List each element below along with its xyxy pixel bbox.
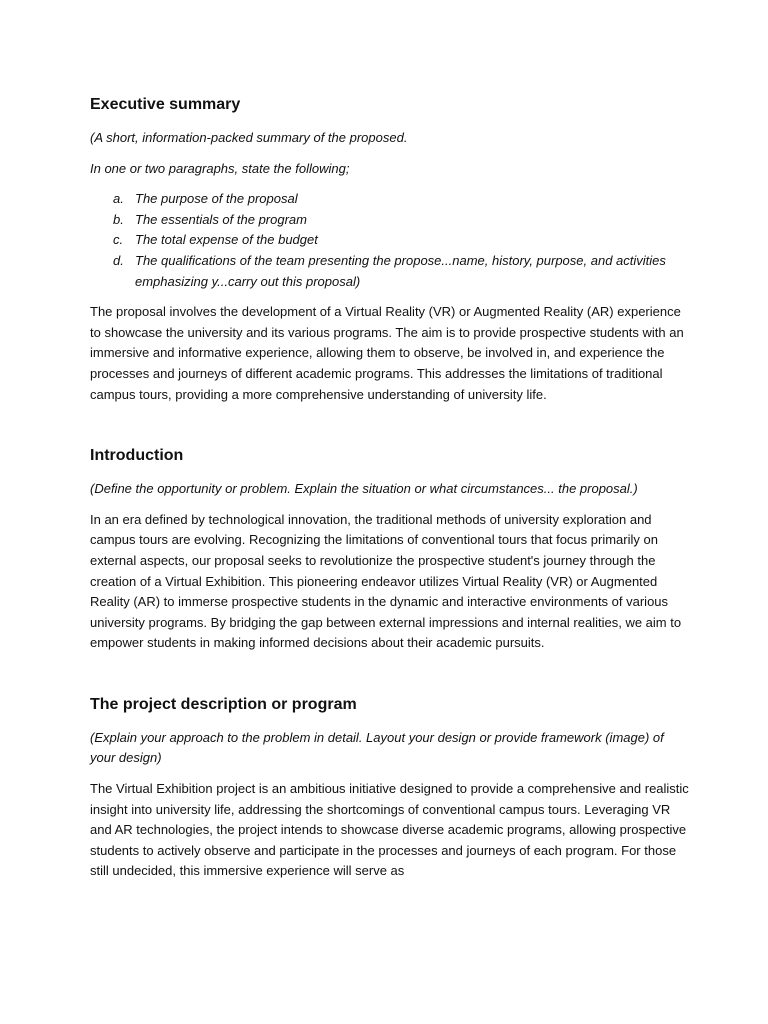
body-paragraph: The proposal involves the development of a Virtual Reality (VR) or Augmented Reality (AR) experience to showcase the university and its various programs. The aim is to provide prospective students with an immersive and informative experience, allowing them to observe, be involved in, and experience the processes and journeys of different academic programs. This addresses the limitations of traditional campus tours, providing a more comprehensive understanding of university life. xyxy=(90,304,684,402)
list-item xyxy=(90,230,690,251)
list-item xyxy=(90,189,690,210)
body-paragraph: In an era defined by technological innovation, the traditional methods of university exploration and campus tours are evolving. Recognizing the limitations of conventional tours that focus primarily on external aspects, our proposal seeks to revolutionize the prospective student's journey through the creation of a Virtual Exhibition. This pioneering endeavor utilizes Virtual Reality (VR) or Augmented Reality (AR) to immerse prospective students in the dynamic and interactive environments of various university programs. By bridging the gap between external impressions and internal realities, we aim to empower students in making informed decisions about their academic pursuits. xyxy=(90,511,682,651)
instruction-note: (Explain your approach to the problem in detail. Layout your design or provide framework (image) of your design) xyxy=(90,729,664,766)
instruction-list xyxy=(90,189,690,292)
heading-project-description: The project description or program xyxy=(90,695,357,713)
section-executive-summary xyxy=(90,94,690,405)
list-item-text: The qualifications of the team presenting the propose...name, history, purpose, and activities emphasizing y...carry out this proposal) xyxy=(135,252,666,289)
list-item-text: The total expense of the budget xyxy=(135,232,318,248)
list-item-text: The purpose of the proposal xyxy=(135,191,298,207)
heading-introduction: Introduction xyxy=(90,447,184,465)
list-marker: a. xyxy=(113,191,124,207)
body-paragraph: The Virtual Exhibition project is an ambitious initiative designed to provide a comprehensive and realistic insight into university life, addressing the shortcomings of conventional campus tours. Leveraging VR and AR technologies, the project intends to showcase diverse academic programs, allowing prospective students to actively observe and participate in the processes and journeys of each program. For those still undecided, this immersive experience will serve as xyxy=(90,781,689,879)
instruction-note: (Define the opportunity or problem. Explain the situation or what circumstances... the proposal.) xyxy=(90,481,638,497)
instruction-note: In one or two paragraphs, state the following; xyxy=(90,160,350,176)
list-marker: b. xyxy=(113,211,124,227)
document-page xyxy=(90,94,690,922)
instruction-note: (A short, information-packed summary of the proposed. xyxy=(90,130,408,145)
list-item-text: The essentials of the program xyxy=(135,211,307,227)
list-item xyxy=(90,251,690,292)
list-marker: d. xyxy=(113,252,124,268)
heading-executive-summary: Executive summary xyxy=(90,96,241,113)
list-item xyxy=(90,210,690,231)
section-introduction xyxy=(90,445,690,654)
section-project-description xyxy=(90,694,690,882)
list-marker: c. xyxy=(113,232,124,248)
